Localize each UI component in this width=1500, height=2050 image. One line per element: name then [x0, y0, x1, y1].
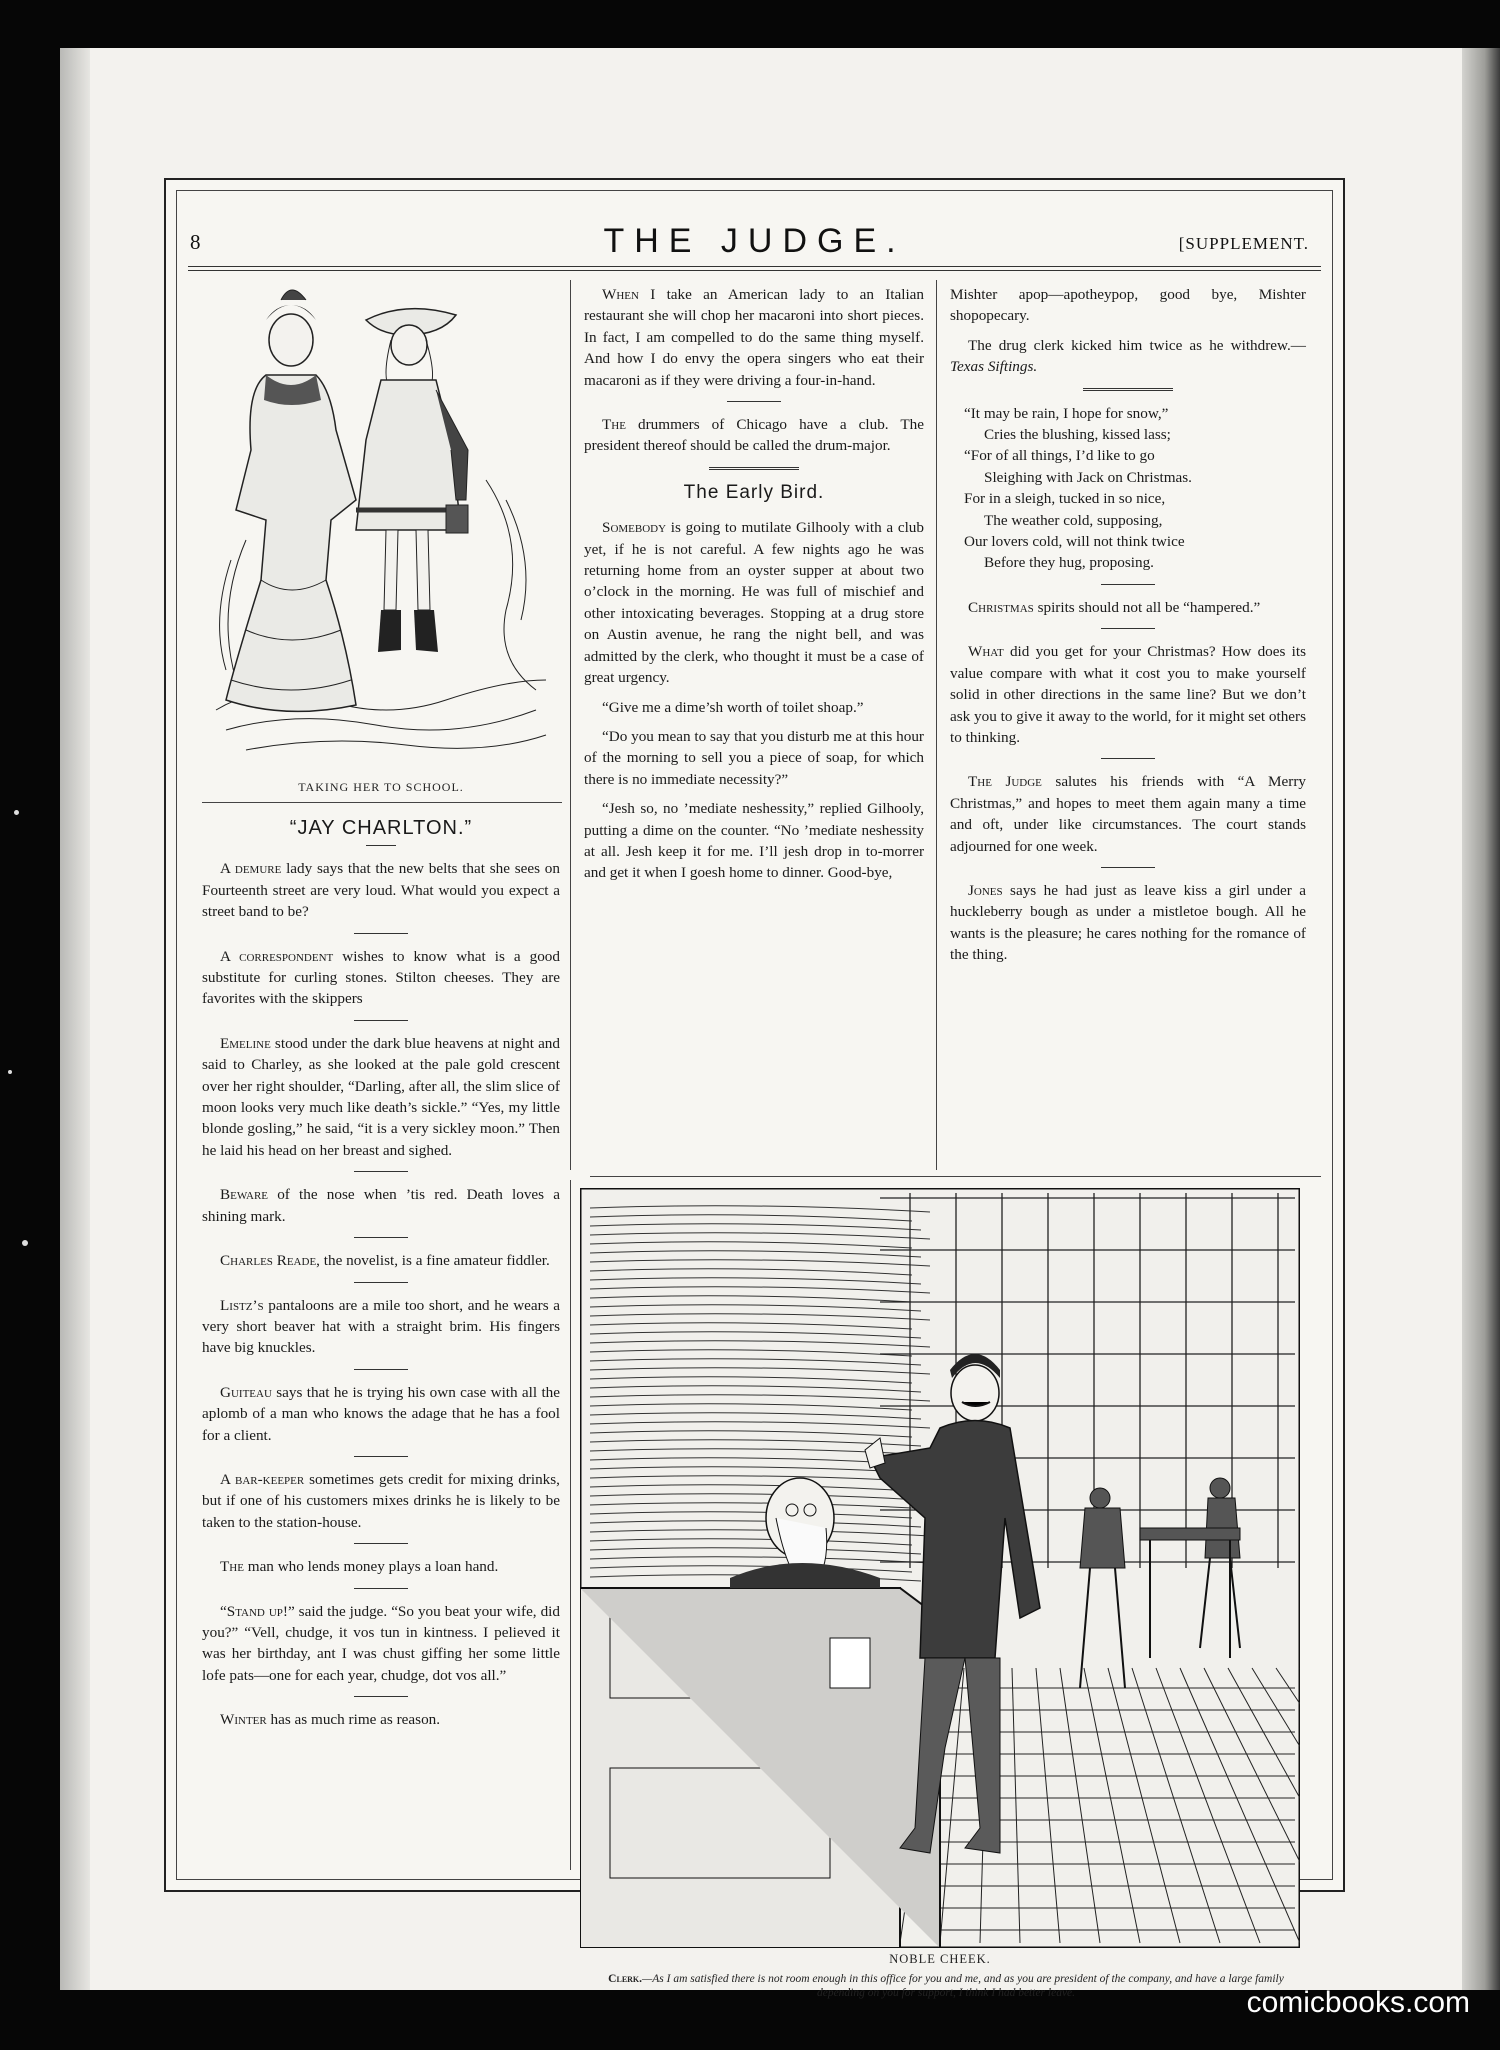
separator	[1083, 388, 1173, 391]
paragraph-text: did you get for your Christmas? How does its value compare with what it cost you to make yourself solid in other directions in the same line? But we don’t ask you to give it away to the world, for it might set others to thinking.	[950, 643, 1307, 746]
paragraph	[202, 1556, 560, 1577]
paragraph-lead: What	[968, 643, 1004, 661]
verse-line: For in a sleigh, tucked in so nice,	[964, 490, 1166, 508]
next-page-edge	[1462, 48, 1500, 1990]
paragraph-lead: A correspondent	[220, 947, 334, 965]
paragraph-lead: Emeline	[220, 1034, 271, 1052]
separator	[354, 1456, 408, 1457]
paragraph-text: I take an American lady to an Italian restaurant she will chop her macaroni into short pieces. In fact, I am compelled to do the same thing myself. And how I do envy the opera singers who eat their macaroni as if they were driving a four-in-hand.	[584, 286, 924, 389]
woman-figure	[226, 290, 356, 711]
paragraph-text: wishes to know what is a good substitute for curling stones. Stilton cheeses. They are favorites with the skippers	[202, 947, 560, 1008]
paragraph	[202, 1469, 560, 1533]
page-frame	[164, 178, 1345, 1999]
separator	[354, 1696, 408, 1697]
paragraph-lead: “Stand up!”	[220, 1602, 295, 1620]
girl-figure	[356, 309, 468, 652]
paragraph	[202, 1250, 560, 1271]
paragraph	[202, 858, 560, 922]
verse-line: Our lovers cold, will not think twice	[964, 533, 1185, 551]
scan-speck	[8, 1070, 12, 1074]
story-continuation: Mishter apop—apotheypop, good bye, Mishter shopopecary.	[950, 286, 1306, 325]
heading-rule	[709, 467, 799, 470]
column-3-items	[950, 597, 1306, 966]
separator	[366, 845, 396, 846]
verse-line: Cries the blushing, kissed lass;	[984, 426, 1171, 444]
paragraph-lead: Charles Reade	[220, 1252, 317, 1270]
paragraph	[202, 946, 560, 1010]
separator	[354, 1369, 408, 1370]
separator	[354, 1543, 408, 1544]
story-ending: The drug clerk kicked him twice as he withdrew.—Texas Siftings.	[950, 336, 1306, 376]
separator	[727, 401, 781, 402]
paragraph-lead: Guiteau	[220, 1383, 272, 1401]
paragraph	[202, 1709, 560, 1730]
paragraph	[584, 414, 924, 457]
verse-line: Sleighing with Jack on Christmas.	[984, 468, 1192, 486]
paragraph-text: “Do you mean to say that you disturb me at this hour of the morning to sell you a piece of soap, for which there is no immediate necessity?”	[584, 727, 924, 788]
paragraph-text: says he had just as leave kiss a girl under a huckleberry bough as under a mistletoe bough. All he wants is the pleasure; he cares nothing for the romance of the thing.	[950, 881, 1306, 964]
paragraph	[202, 1382, 560, 1446]
section-label: [SUPPLEMENT.	[1178, 234, 1309, 253]
cartoon-speaker: Clerk.	[608, 1973, 643, 1985]
paragraph-text: says that he is trying his own case with all the aplomb of a man who knows the adage that he has a fool for a client.	[202, 1383, 560, 1444]
paragraph-text: has as much rime as reason.	[266, 1711, 441, 1729]
verse-line: “It may be rain, I hope for snow,”	[964, 404, 1169, 422]
paragraph-text: drummers of Chicago have a club. The president thereof should be called the drum-major.	[584, 416, 924, 455]
illustration-caption: TAKING HER TO SCHOOL.	[298, 780, 464, 794]
column-3	[950, 284, 1306, 974]
caption-rule	[202, 802, 562, 803]
paragraph-text: salutes his friends with “A Merry Christmas,” and hopes to meet them again many a time and oft, under like circumstances. The court stands adjourned for one week.	[950, 773, 1306, 855]
column-1	[202, 810, 560, 1739]
separator	[1101, 867, 1155, 868]
paragraph-lead: The	[602, 416, 626, 434]
paragraph	[202, 1033, 560, 1161]
paragraph	[584, 726, 924, 790]
paragraph-text: lady says that the new belts that she sees on Fourteenth street are very loud. What would you expect a street band to be?	[202, 860, 560, 921]
masthead-rule	[188, 270, 1321, 271]
column-divider	[570, 280, 571, 1170]
verse-line: The weather cold, supposing,	[984, 511, 1163, 529]
paragraph-text: sometimes gets credit for mixing drinks, but if one of his customers mixes drinks he is likely to be taken to the station-house.	[202, 1470, 560, 1531]
paragraph	[202, 1184, 560, 1227]
verse-line: “For of all things, I’d like to go	[964, 447, 1155, 465]
paragraph-text: “Give me a dime’sh worth of toilet shoap.”	[602, 698, 864, 716]
separator	[354, 1237, 408, 1238]
paragraph	[202, 1295, 560, 1359]
paragraph-lead: The	[220, 1558, 244, 1576]
paragraph-lead: Listz’s	[220, 1296, 264, 1314]
paragraph	[584, 284, 924, 391]
column-1-items	[202, 858, 560, 1730]
masthead-title: THE JUDGE.	[603, 222, 906, 260]
separator	[354, 1171, 408, 1172]
noble-cheek-cartoon	[580, 1188, 1300, 1948]
paragraph-text: spirits should not all be “hampered.”	[1033, 598, 1261, 616]
paragraph	[950, 597, 1306, 618]
column-divider	[570, 1180, 571, 1870]
early-bird-story	[584, 517, 924, 884]
cartoon-top-rule	[590, 1176, 1321, 1177]
column-2-items	[584, 284, 924, 457]
separator	[1101, 584, 1155, 585]
christmas-verse	[950, 403, 1306, 574]
column-2	[584, 284, 924, 892]
paragraph	[950, 771, 1306, 857]
separator	[1101, 758, 1155, 759]
jay-charlton-heading: “JAY CHARLTON.”	[289, 817, 473, 839]
separator	[354, 1588, 408, 1589]
cartoon-title: NOBLE CHEEK.	[889, 1952, 991, 1966]
paragraph	[584, 798, 924, 884]
masthead-rule	[188, 266, 1321, 267]
paragraph-lead: When	[602, 286, 639, 303]
watermark: comicbooks.com	[1246, 1986, 1470, 2019]
paragraph-lead: Beware	[220, 1186, 269, 1204]
verse-line: Before they hug, proposing.	[984, 554, 1154, 572]
early-bird-heading: The Early Bird.	[683, 481, 825, 503]
paragraph-lead: A demure	[220, 860, 282, 878]
paragraph-text: is going to mutilate Gilhooly with a club yet, if he is not careful. A few nights ago he was returning home from an oyster supper at about two o’clock in the morning. He was full of mischief and other intoxicating beverages. Stopping at a drug store on Austin avenue, he rang the night bell, and was admitted by the clerk, who thought it must be a case of great urgency.	[584, 519, 924, 687]
desk	[580, 1588, 940, 1948]
scan-speck	[14, 810, 19, 815]
cartoon-caption: Clerk.—As I am satisfied there is not room enough in this office for you and me, and as you are president of the company, and have a large family depending on you for support, I think I had better leave.	[608, 1973, 1284, 1999]
page-binding-edge	[60, 48, 90, 1990]
separator	[354, 1020, 408, 1021]
separator	[1101, 628, 1155, 629]
separator	[354, 1282, 408, 1283]
paragraph-text: “Jesh so, no ’mediate neshessity,” replied Gilhooly, putting a dime on the counter. “No ’mediate neshessity at all. Jesh keep it for me. I’ll jesh drop in to-morrer and get it when I goesh home to dinner. Good-bye,	[584, 800, 924, 882]
paragraph	[950, 880, 1306, 966]
paragraph-text: of the nose when ’tis red. Death loves a shining mark.	[202, 1186, 560, 1225]
taking-her-to-school-illustration	[206, 280, 556, 760]
paragraph-text: man who lends money plays a loan hand.	[243, 1558, 499, 1576]
paragraph-text: pantaloons are a mile too short, and he wears a very short beaver hat with a straight brim. His fingers have big knuckles.	[202, 1296, 560, 1357]
paragraph-lead: Jones	[968, 881, 1003, 899]
masthead	[166, 222, 1343, 268]
paragraph-text: , the novelist, is a fine amateur fiddler.	[316, 1252, 550, 1270]
separator	[354, 933, 408, 934]
paragraph-lead: Winter	[220, 1711, 267, 1729]
paragraph	[950, 641, 1306, 748]
paragraph-lead: A bar-keeper	[220, 1470, 305, 1488]
paragraph	[584, 697, 924, 718]
paragraph-lead: Christmas	[968, 598, 1034, 616]
page-number: 8	[190, 230, 201, 254]
paragraph-text: said the judge. “So you beat your wife, did you?” “Vell, chudge, it vos tun in kintness. I pelieved it was her birthday, ant I was chust giffing her some little lofe pats—one for each year, chudge, dot vos all.”	[202, 1602, 560, 1684]
column-divider	[936, 280, 937, 1170]
scan-speck	[22, 1240, 28, 1246]
paragraph-lead: Somebody	[602, 519, 667, 537]
story-source: Texas Siftings.	[950, 358, 1038, 376]
paragraph-text: stood under the dark blue heavens at night and said to Charley, as she looked at the pale gold crescent over her right shoulder, “Darling, after all, the slim slice of moon looks very much like death’s sickle.” “Yes, my little blonde gosling,” he said, “it is a very sickley moon.” Then he laid his head on her breast and sighed.	[202, 1034, 560, 1159]
paragraph	[584, 517, 924, 688]
paragraph-lead: The Judge	[968, 773, 1042, 791]
paragraph	[202, 1601, 560, 1687]
